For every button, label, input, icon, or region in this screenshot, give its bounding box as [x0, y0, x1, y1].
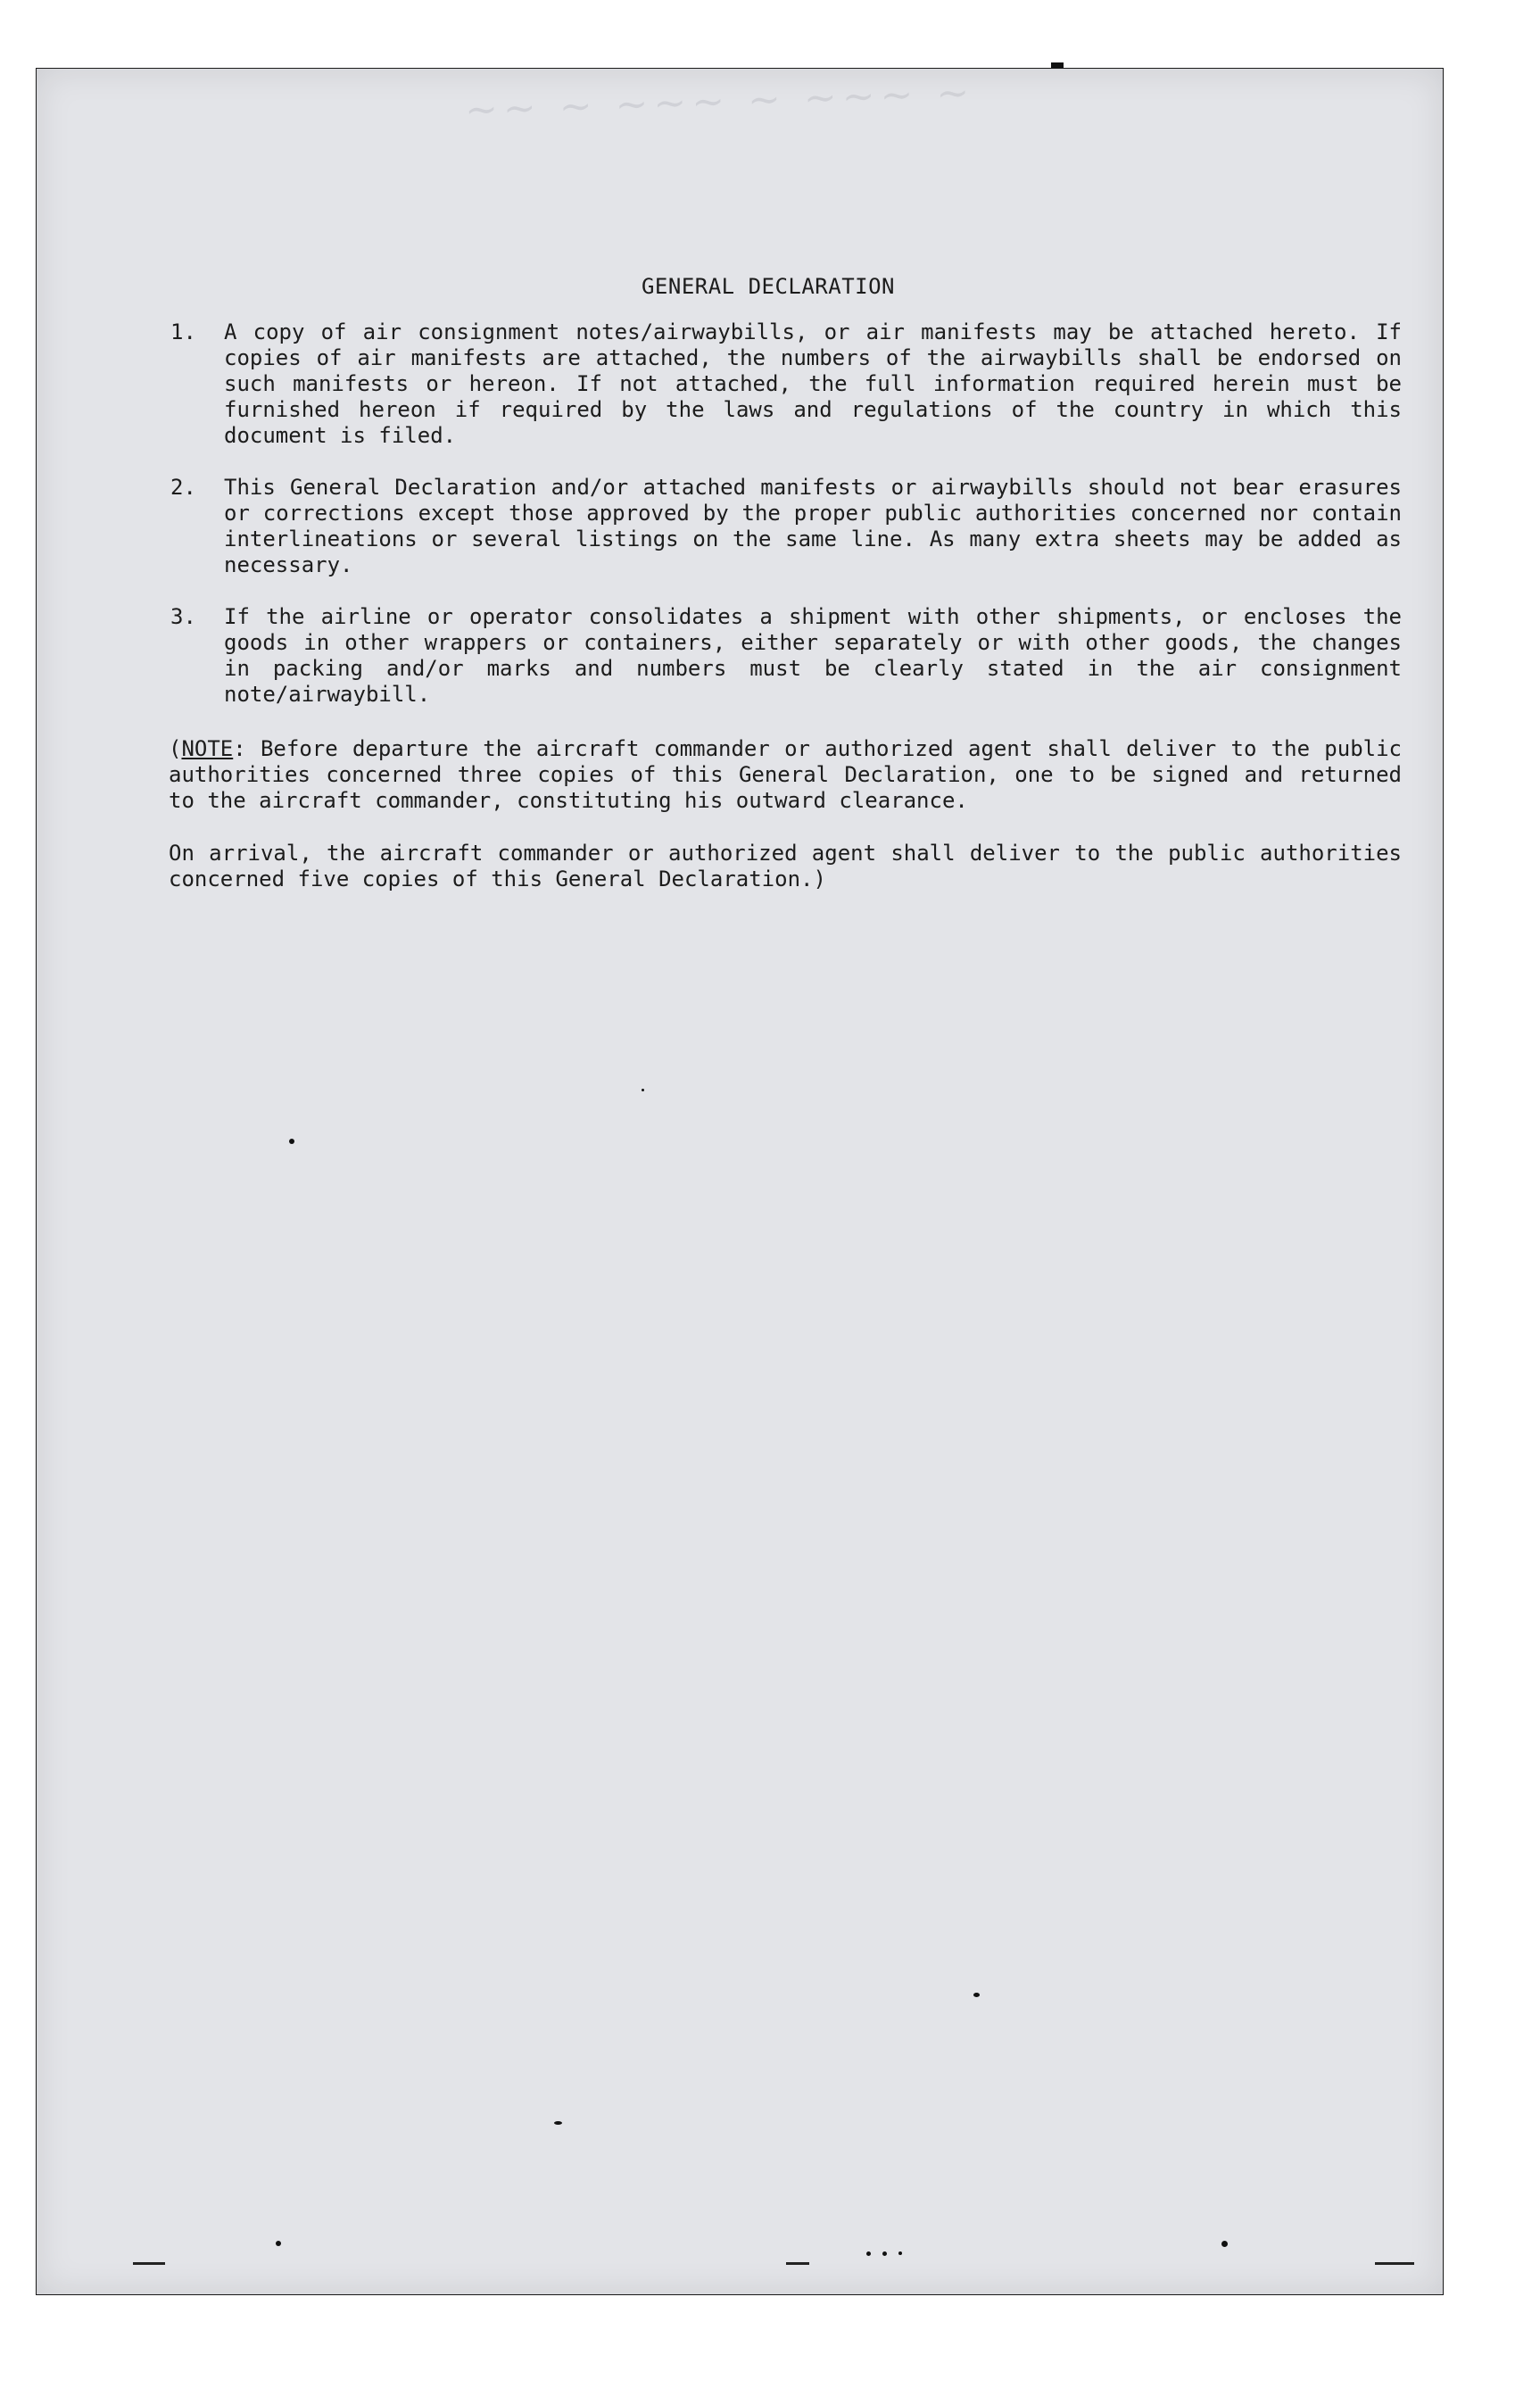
scan-speck — [554, 2121, 562, 2125]
arrival-note: On arrival, the aircraft commander or authorized agent shall deliver to the public authorities concerned five copies of this General Declaration.) — [169, 841, 1402, 891]
scan-speck — [642, 1089, 644, 1091]
scan-speck — [276, 2241, 281, 2246]
document-title: GENERAL DECLARATION — [641, 274, 896, 299]
scan-mark — [133, 2262, 165, 2265]
scan-mark — [1375, 2262, 1414, 2265]
document-page — [36, 68, 1444, 2295]
note-text: : Before departure the aircraft commander or authorized agent shall deliver to the public authorities concerned three copies of this General Declaration, one to be signed and returned to the aircraft commander, constituting his outward clearance. — [169, 736, 1402, 813]
declaration-item-3 — [170, 604, 1402, 708]
item-number: 2. — [170, 475, 196, 500]
scan-speck — [289, 1139, 294, 1144]
declaration-item-1 — [170, 319, 1402, 449]
item-number: 1. — [170, 319, 196, 344]
bleed-through-marks: ~~ ~ ~~~ ~ ~~~ ~ — [464, 70, 976, 134]
scan-speck — [882, 2251, 887, 2256]
item-text: This General Declaration and/or attached manifests or airwaybills should not bear erasures or corrections except those approved by the proper public authorities concerned nor contain interlineations or several listings on the same line. As many extra sheets may be added as necessary. — [224, 475, 1402, 577]
scan-speck — [866, 2251, 871, 2256]
item-number: 3. — [170, 604, 196, 629]
scan-mark — [786, 2262, 809, 2265]
item-text: If the airline or operator consolidates a shipment with other shipments, or encloses the goods in other wrappers or containers, either separately or with other goods, the changes in packing and/or marks and numbers must be clearly stated in the air consignment note/airwaybill. — [224, 604, 1402, 707]
item-text: A copy of air consignment notes/airwaybills, or air manifests may be attached hereto. If copies of air manifests are attached, the numbers of the airwaybills shall be endorsed on such manifests or hereon. If not attached, the full information required herein must be furnished hereon if required by the laws and regulations of the country in which this document is filed. — [224, 319, 1402, 448]
departure-note — [169, 736, 1402, 814]
note-label: NOTE — [181, 736, 234, 761]
scan-speck — [973, 1993, 980, 1997]
note-open-paren: ( — [169, 736, 182, 761]
declaration-body — [170, 274, 1402, 892]
scan-speck — [898, 2251, 902, 2255]
declaration-item-2 — [170, 475, 1402, 578]
scan-speck — [1221, 2241, 1228, 2247]
